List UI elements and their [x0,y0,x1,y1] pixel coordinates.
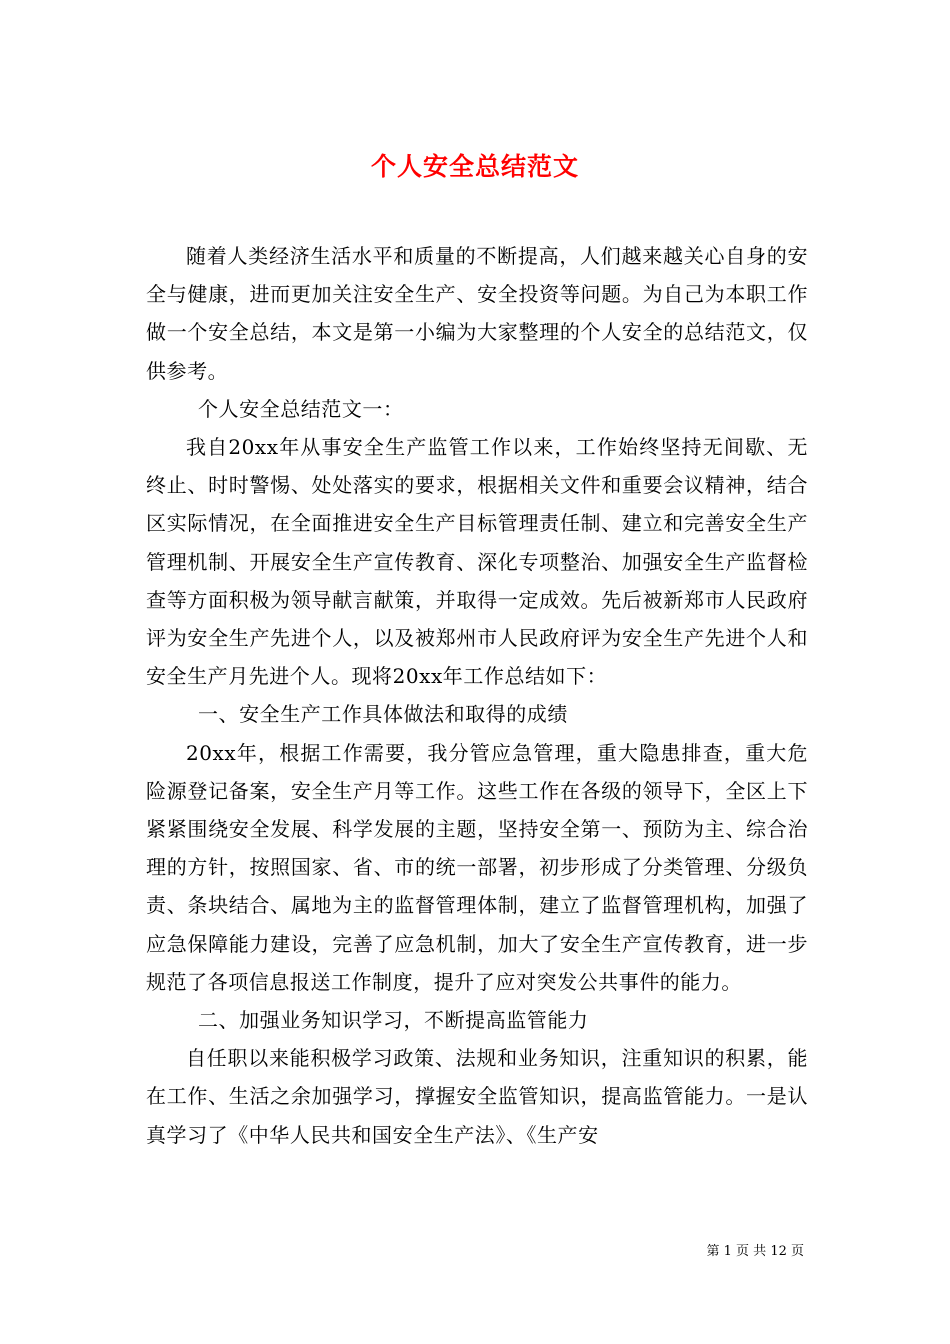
paragraph-section-two: 自任职以来能积极学习政策、法规和业务知识，注重知识的积累，能在工作、生活之余加强学习，撑握安全监管知识，提高监管能力。一是认真学习了《中华人民共和国安全生产法》、《生产安 [146,1046,808,1147]
document-title: 个人安全总结范文 [370,151,579,181]
section-heading-two: 二、加强业务知识学习，不断提高监管能力 [198,1008,589,1033]
section-heading-one: 一、安全生产工作具体做法和取得的成绩 [198,702,568,727]
paragraph-section-one: 20xx年，根据工作需要，我分管应急管理，重大隐患排查，重大危险源登记备案，安全生产月等工作。这些工作在各级的领导下，全区上下紧紧围绕安全发展、科学发展的主题，坚持安全第一、预防为主、综合治理的方针，按照国家、省、市的统一部署，初步形成了分类管理、分级负责、条块结合、属地为主的监督管理体制，建立了监督管理机构，加强了应急保障能力建设，完善了应急机制，加大了安全生产宣传教育，进一步规范了各项信息报送工作制度，提升了应对突发公共事件的能力。 [146,740,808,994]
paragraph-intro: 随着人类经济生活水平和质量的不断提高，人们越来越关心自身的安全与健康，进而更加关注安全生产、安全投资等问题。为自己为本职工作做一个安全总结，本文是第一小编为大家整理的个人安全的总结范文，仅供参考。 [146,244,808,383]
section-heading-sample-one: 个人安全总结范文一： [198,396,404,421]
document-body [146,237,808,1154]
page-number-footer: 第 1 页 共 12 页 [706,1244,804,1259]
paragraph-sample-one: 我自20xx年从事安全生产监管工作以来，工作始终坚持无间歇、无终止、时时警惕、处处落实的要求，根据相关文件和重要会议精神，结合区实际情况，在全面推进安全生产目标管理责任制、建立和完善安全生产管理机制、开展安全生产宣传教育、深化专项整治、加强安全生产监督检查等方面积极为领导献言献策，并取得一定成效。先后被新郑市人民政府评为安全生产先进个人，以及被郑州市人民政府评为安全生产先进个人和安全生产月先进个人。现将20xx年工作总结如下： [146,435,808,689]
